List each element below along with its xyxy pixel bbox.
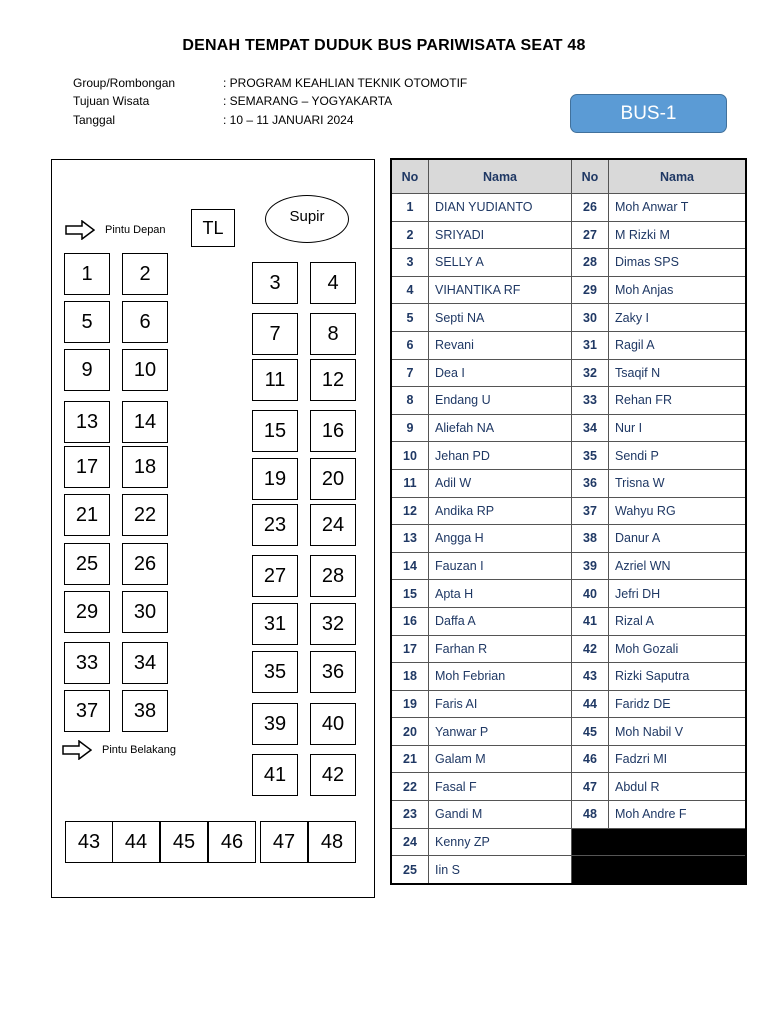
passenger-name: Kenny ZP xyxy=(429,828,572,856)
passenger-number: 16 xyxy=(391,607,429,635)
seat: 3 xyxy=(252,262,298,304)
seat: 34 xyxy=(122,642,168,684)
table-header-row xyxy=(391,159,746,194)
passenger-number: 15 xyxy=(391,580,429,608)
passenger-number: 20 xyxy=(391,718,429,746)
passenger-number: 36 xyxy=(572,469,609,497)
info-key-date: Tanggal xyxy=(73,113,116,127)
passenger-number: 23 xyxy=(391,801,429,829)
passenger-name: Jefri DH xyxy=(609,580,747,608)
table-row xyxy=(391,801,746,829)
seat: 22 xyxy=(122,494,168,536)
driver-seat: Supir xyxy=(265,195,349,243)
table-row xyxy=(391,469,746,497)
seat: 45 xyxy=(160,821,208,863)
seat: 12 xyxy=(310,359,356,401)
passenger-number: 35 xyxy=(572,442,609,470)
passenger-name: Abdul R xyxy=(609,773,747,801)
passenger-name: Rizal A xyxy=(609,607,747,635)
seat: 4 xyxy=(310,262,356,304)
seat: 33 xyxy=(64,642,110,684)
passenger-number: 10 xyxy=(391,442,429,470)
seat-plan xyxy=(51,159,375,898)
passenger-name: M Rizki M xyxy=(609,221,747,249)
info-key-group: Group/Rombongan xyxy=(73,76,176,90)
info-value-group: : PROGRAM KEAHLIAN TEKNIK OTOMOTIF xyxy=(223,76,468,90)
seat: 2 xyxy=(122,253,168,295)
passenger-number: 9 xyxy=(391,414,429,442)
passenger-name: SELLY A xyxy=(429,249,572,277)
passenger-number: 27 xyxy=(572,221,609,249)
passenger-name: Fauzan I xyxy=(429,552,572,580)
table-row xyxy=(391,331,746,359)
passenger-name: Moh Anwar T xyxy=(609,194,747,222)
arrow-right-icon xyxy=(62,740,92,760)
passenger-number: 25 xyxy=(391,856,429,884)
front-door xyxy=(65,220,166,240)
passenger-name: SRIYADI xyxy=(429,221,572,249)
passenger-number: 48 xyxy=(572,801,609,829)
passenger-name: Septi NA xyxy=(429,304,572,332)
table-row xyxy=(391,856,746,884)
passenger-name: Nur I xyxy=(609,414,747,442)
seat: 42 xyxy=(310,754,356,796)
seat: 44 xyxy=(112,821,160,863)
passenger-number: 24 xyxy=(391,828,429,856)
front-door-label: Pintu Depan xyxy=(105,224,166,236)
passenger-number: 1 xyxy=(391,194,429,222)
passenger-name: Azriel WN xyxy=(609,552,747,580)
passenger-name: Gandi M xyxy=(429,801,572,829)
table-row xyxy=(391,304,746,332)
passenger-number: 18 xyxy=(391,663,429,691)
seat: 7 xyxy=(252,313,298,355)
seat: 27 xyxy=(252,555,298,597)
passenger-number: 3 xyxy=(391,249,429,277)
table-row xyxy=(391,607,746,635)
passenger-number: 45 xyxy=(572,718,609,746)
passenger-name: Rizki Saputra xyxy=(609,663,747,691)
tour-leader-seat: TL xyxy=(191,209,235,247)
seat: 26 xyxy=(122,543,168,585)
passenger-number: 17 xyxy=(391,635,429,663)
passenger-number: 19 xyxy=(391,690,429,718)
passenger-name: Dimas SPS xyxy=(609,249,747,277)
table-row xyxy=(391,663,746,691)
rear-door-label: Pintu Belakang xyxy=(102,744,176,756)
passenger-name: Faris AI xyxy=(429,690,572,718)
table-row xyxy=(391,359,746,387)
passenger-name: Revani xyxy=(429,331,572,359)
seat: 18 xyxy=(122,446,168,488)
passenger-number: 46 xyxy=(572,745,609,773)
passenger-number: 47 xyxy=(572,773,609,801)
passenger-name: Ragil A xyxy=(609,331,747,359)
seat: 25 xyxy=(64,543,110,585)
seat: 14 xyxy=(122,401,168,443)
seat: 36 xyxy=(310,651,356,693)
seat: 40 xyxy=(310,703,356,745)
passenger-name: Andika RP xyxy=(429,497,572,525)
passenger-name: Moh Andre F xyxy=(609,801,747,829)
seat: 11 xyxy=(252,359,298,401)
passenger-number: 43 xyxy=(572,663,609,691)
passenger-number: 26 xyxy=(572,194,609,222)
passenger-number: 34 xyxy=(572,414,609,442)
table-row xyxy=(391,194,746,222)
passenger-number: 29 xyxy=(572,276,609,304)
arrow-right-icon xyxy=(65,220,95,240)
table-row xyxy=(391,828,746,856)
passenger-table xyxy=(390,158,747,885)
table-row xyxy=(391,497,746,525)
page-title: DENAH TEMPAT DUDUK BUS PARIWISATA SEAT 48 xyxy=(182,37,586,54)
table-row xyxy=(391,745,746,773)
seat: 38 xyxy=(122,690,168,732)
seat: 9 xyxy=(64,349,110,391)
seat: 5 xyxy=(64,301,110,343)
table-row xyxy=(391,387,746,415)
passenger-number: 21 xyxy=(391,745,429,773)
table-row xyxy=(391,249,746,277)
passenger-number: 42 xyxy=(572,635,609,663)
passenger-name: Apta H xyxy=(429,580,572,608)
passenger-number: 39 xyxy=(572,552,609,580)
table-row xyxy=(391,580,746,608)
passenger-number: 12 xyxy=(391,497,429,525)
info-value-destination: : SEMARANG – YOGYAKARTA xyxy=(223,94,393,108)
header-no: No xyxy=(391,159,429,194)
passenger-number: 4 xyxy=(391,276,429,304)
seat: 47 xyxy=(260,821,308,863)
seat: 6 xyxy=(122,301,168,343)
seat: 1 xyxy=(64,253,110,295)
seat: 32 xyxy=(310,603,356,645)
passenger-number: 14 xyxy=(391,552,429,580)
passenger-number: 32 xyxy=(572,359,609,387)
seat: 13 xyxy=(64,401,110,443)
passenger-name: Aliefah NA xyxy=(429,414,572,442)
passenger-name: DIAN YUDIANTO xyxy=(429,194,572,222)
passenger-name: Wahyu RG xyxy=(609,497,747,525)
passenger-number: 8 xyxy=(391,387,429,415)
seat: 17 xyxy=(64,446,110,488)
seat: 41 xyxy=(252,754,298,796)
passenger-number: 28 xyxy=(572,249,609,277)
seat: 39 xyxy=(252,703,298,745)
seat: 10 xyxy=(122,349,168,391)
passenger-number: 11 xyxy=(391,469,429,497)
seat: 15 xyxy=(252,410,298,452)
seat: 24 xyxy=(310,504,356,546)
table-row xyxy=(391,525,746,553)
seat: 31 xyxy=(252,603,298,645)
table-row xyxy=(391,718,746,746)
passenger-name: Moh Gozali xyxy=(609,635,747,663)
passenger-name: Iin S xyxy=(429,856,572,884)
passenger-name: Trisna W xyxy=(609,469,747,497)
seat: 30 xyxy=(122,591,168,633)
seat: 20 xyxy=(310,458,356,500)
passenger-name: Fasal F xyxy=(429,773,572,801)
seat: 48 xyxy=(308,821,356,863)
seat: 37 xyxy=(64,690,110,732)
rear-door xyxy=(62,740,176,760)
passenger-name: Moh Febrian xyxy=(429,663,572,691)
header-no: No xyxy=(572,159,609,194)
passenger-number: 5 xyxy=(391,304,429,332)
passenger-name: Tsaqif N xyxy=(609,359,747,387)
passenger-name: Moh Anjas xyxy=(609,276,747,304)
passenger-number: 7 xyxy=(391,359,429,387)
table-row xyxy=(391,221,746,249)
seat: 16 xyxy=(310,410,356,452)
passenger-number: 6 xyxy=(391,331,429,359)
table-row xyxy=(391,442,746,470)
passenger-name: Jehan PD xyxy=(429,442,572,470)
seat: 19 xyxy=(252,458,298,500)
passenger-number: 44 xyxy=(572,690,609,718)
passenger-number: 22 xyxy=(391,773,429,801)
passenger-name: Zaky I xyxy=(609,304,747,332)
table-row xyxy=(391,635,746,663)
passenger-name: Yanwar P xyxy=(429,718,572,746)
passenger-name: Angga H xyxy=(429,525,572,553)
empty-cell xyxy=(572,856,747,884)
passenger-number: 38 xyxy=(572,525,609,553)
seat: 43 xyxy=(65,821,113,863)
passenger-number: 41 xyxy=(572,607,609,635)
passenger-name: Dea I xyxy=(429,359,572,387)
table-row xyxy=(391,276,746,304)
passenger-name: Sendi P xyxy=(609,442,747,470)
table-row xyxy=(391,773,746,801)
table-row xyxy=(391,690,746,718)
bus-badge: BUS-1 xyxy=(570,94,727,133)
seat: 46 xyxy=(208,821,256,863)
passenger-name: Fadzri MI xyxy=(609,745,747,773)
table-row xyxy=(391,552,746,580)
passenger-name: Rehan FR xyxy=(609,387,747,415)
seat: 23 xyxy=(252,504,298,546)
passenger-name: Danur A xyxy=(609,525,747,553)
info-value-date: : 10 – 11 JANUARI 2024 xyxy=(223,113,354,127)
seat: 35 xyxy=(252,651,298,693)
passenger-name: Farhan R xyxy=(429,635,572,663)
passenger-number: 30 xyxy=(572,304,609,332)
seat: 28 xyxy=(310,555,356,597)
header-name: Nama xyxy=(429,159,572,194)
passenger-number: 37 xyxy=(572,497,609,525)
passenger-number: 13 xyxy=(391,525,429,553)
passenger-name: Moh Nabil V xyxy=(609,718,747,746)
passenger-name: Daffa A xyxy=(429,607,572,635)
empty-cell xyxy=(572,828,747,856)
seat: 29 xyxy=(64,591,110,633)
passenger-name: Faridz DE xyxy=(609,690,747,718)
passenger-name: Adil W xyxy=(429,469,572,497)
passenger-number: 33 xyxy=(572,387,609,415)
seat: 21 xyxy=(64,494,110,536)
passenger-number: 2 xyxy=(391,221,429,249)
passenger-name: Endang U xyxy=(429,387,572,415)
table-row xyxy=(391,414,746,442)
header-name: Nama xyxy=(609,159,747,194)
passenger-name: VIHANTIKA RF xyxy=(429,276,572,304)
info-key-destination: Tujuan Wisata xyxy=(73,94,150,108)
passenger-name: Galam M xyxy=(429,745,572,773)
passenger-number: 31 xyxy=(572,331,609,359)
passenger-number: 40 xyxy=(572,580,609,608)
seat: 8 xyxy=(310,313,356,355)
